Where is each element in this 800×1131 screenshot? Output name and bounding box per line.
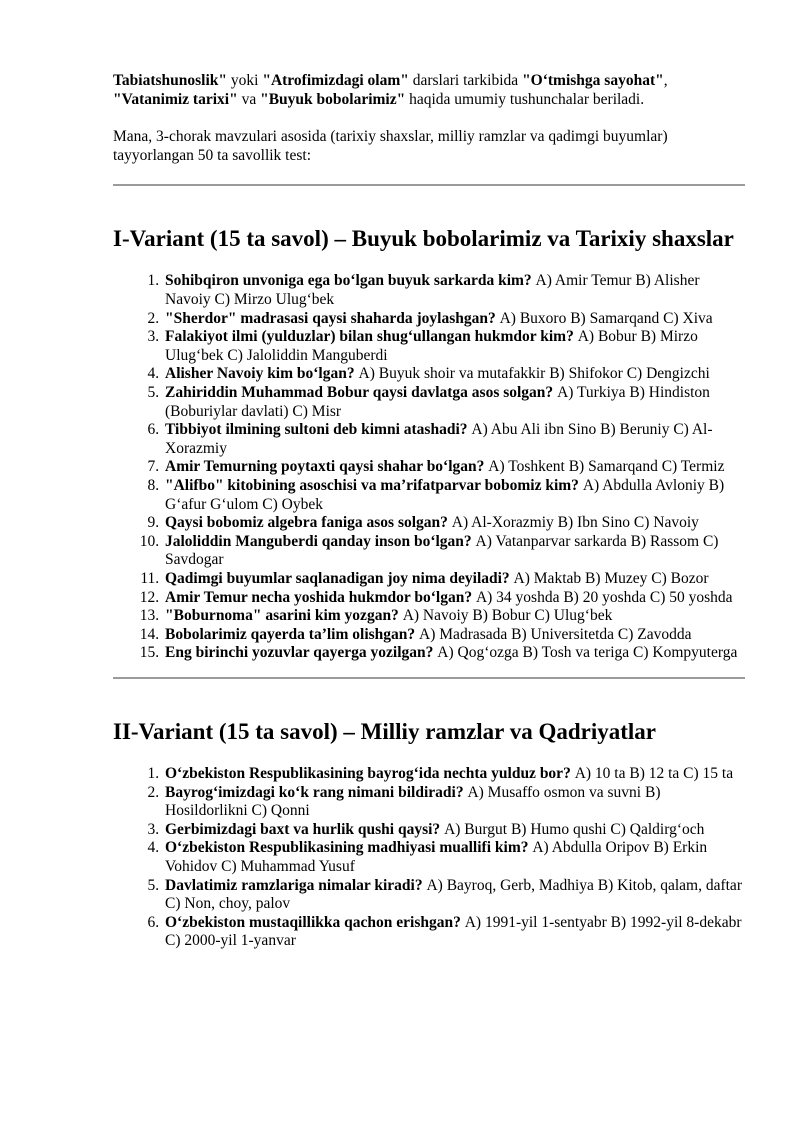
answer-options: A) Abu Ali ibn Sino B) Beruniy C) Al-Xorazmiy — [165, 421, 713, 457]
answer-options: A) 1991-yil 1-sentyabr B) 1992-yil 8-dekabr C) 2000-yil 1-yanvar — [165, 913, 742, 950]
answer-options: A) Navoiy B) Bobur C) Ulug‘bek — [402, 607, 613, 625]
intro-paragraph-2: Mana, 3-chorak mavzulari asosida (tarixiy shaxslar, milliy ramzlar va qadimgi buyumlar) tayyorlangan 50 ta savollik test: — [113, 128, 668, 164]
answer-options: A) Toshkent B) Samarqand C) Termiz — [488, 458, 725, 476]
answer-options: A) Abdulla Avloniy B) G‘afur G‘ulom C) Oybek — [165, 476, 725, 513]
answer-options: A) 34 yoshda B) 20 yoshda C) 50 yoshda — [475, 588, 733, 606]
answer-options: A) Madrasada B) Universitetda C) Zavodda — [419, 625, 692, 643]
intro-paragraph-1 — [113, 72, 745, 109]
intro-text-segment: , — [663, 72, 668, 89]
intro-bold-term: "O‘tmishga sayohat" — [522, 72, 664, 89]
question-item — [163, 784, 745, 821]
question-item — [163, 384, 745, 421]
question-text: Bayrog‘imizdagi ko‘k rang nimani bildiradi? — [165, 783, 468, 801]
answer-options: A) Buyuk shoir va mutafakkir B) Shifokor C) Dengizchi — [358, 365, 710, 383]
question-item — [163, 533, 745, 570]
intro-bold-term: "Vatanimiz tarixi" — [113, 90, 238, 108]
answer-options: A) Buxoro B) Samarqand C) Xiva — [499, 309, 713, 327]
answer-options: A) Amir Temur B) Alisher Navoiy C) Mirzo Ulug‘bek — [165, 272, 700, 309]
question-text: Zahiriddin Muhammad Bobur qaysi davlatga asos solgan? — [165, 383, 558, 401]
section-1 — [113, 225, 745, 663]
intro-text-segment: yoki — [227, 72, 263, 89]
question-item — [163, 421, 745, 458]
answer-options: A) Abdulla Oripov B) Erkin Vohidov C) Muhammad Yusuf — [165, 839, 708, 875]
intro-text-segment: va — [237, 90, 261, 108]
question-list — [113, 765, 745, 951]
question-text: Qaysi bobomiz algebra faniga asos solgan? — [165, 514, 452, 532]
question-text: Gerbimizdagi baxt va hurlik qushi qaysi? — [165, 820, 445, 838]
question-item — [163, 514, 745, 533]
question-text: Sohibqiron unvoniga ega bo‘lgan buyuk sarkarda kim? — [165, 272, 536, 290]
question-item — [163, 821, 745, 840]
section-2-heading: II-Variant (15 ta savol) – Milliy ramzlar va Qadriyatlar — [113, 718, 656, 744]
section-2 — [113, 718, 745, 951]
intro-text-segment: darslari tarkibida — [408, 72, 523, 89]
intro-bold-term: Tabiatshunoslik" — [113, 72, 228, 89]
answer-options: A) Burgut B) Humo qushi C) Qaldirg‘och — [444, 820, 705, 838]
question-item — [163, 765, 745, 784]
answer-options: A) Bobur B) Mirzo Ulug‘bek C) Jaloliddin Manguberdi — [165, 328, 698, 364]
answer-options: A) 10 ta B) 12 ta C) 15 ta — [574, 764, 734, 782]
question-item — [163, 310, 745, 329]
answer-options: A) Qog‘ozga B) Tosh va teriga C) Kompyuterga — [437, 644, 738, 662]
answer-options: A) Musaffo osmon va suvni B) Hosildorlikni C) Qonni — [165, 783, 661, 820]
question-text: "Boburnoma" asarini kim yozgan? — [165, 607, 403, 625]
question-text: "Alifbo" kitobining asoschisi va ma’rifatparvar bobomiz kim? — [165, 476, 583, 494]
question-text: "Sherdor" madrasasi qaysi shaharda joylashgan? — [165, 309, 500, 327]
intro-text-segment: haqida umumiy tushunchalar beriladi. — [405, 90, 645, 108]
question-item — [163, 365, 745, 384]
question-text: Falakiyot ilmi (yulduzlar) bilan shug‘ullangan hukmdor kim? — [165, 328, 578, 346]
answer-options: A) Bayroq, Gerb, Madhiya B) Kitob, qalam, daftar C) Non, choy, palov — [165, 876, 742, 913]
question-text: Jaloliddin Manguberdi qanday inson bo‘lgan? — [165, 532, 476, 550]
question-text: O‘zbekiston mustaqillikka qachon erishgan? — [165, 913, 465, 931]
question-text: Amir Temurning poytaxti qaysi shahar bo‘lgan? — [165, 458, 489, 476]
question-item — [163, 328, 745, 365]
question-item — [163, 272, 745, 309]
question-item — [163, 839, 745, 876]
question-text: O‘zbekiston Respublikasining bayrog‘ida nechta yulduz bor? — [165, 764, 575, 782]
question-text: Amir Temur necha yoshida hukmdor bo‘lgan? — [165, 588, 476, 606]
answer-options: A) Vatanparvar sarkarda B) Rassom C) Savdogar — [165, 532, 719, 569]
question-text: O‘zbekiston Respublikasining madhiyasi muallifi kim? — [165, 839, 533, 857]
answer-options: A) Al-Xorazmiy B) Ibn Sino C) Navoiy — [451, 514, 699, 532]
question-item — [163, 607, 745, 626]
question-text: Eng birinchi yozuvlar qayerga yozilgan? — [165, 644, 438, 662]
question-item — [163, 644, 745, 663]
section-1-heading: I-Variant (15 ta savol) – Buyuk bobolarimiz va Tarixiy shaxslar — [113, 226, 734, 252]
section-divider-2 — [113, 677, 745, 679]
question-text: Tibbiyot ilmining sultoni deb kimni atashadi? — [165, 421, 472, 439]
question-item — [163, 458, 745, 477]
question-item — [163, 877, 745, 914]
question-item — [163, 626, 745, 645]
question-text: Davlatimiz ramzlariga nimalar kiradi? — [165, 876, 427, 894]
question-text: Alisher Navoiy kim bo‘lgan? — [165, 365, 359, 383]
question-text: Bobolarimiz qayerda ta’lim olishgan? — [165, 625, 420, 643]
question-text: Qadimgi buyumlar saqlanadigan joy nima deyiladi? — [165, 569, 514, 587]
intro-bold-term: "Buyuk bobolarimiz" — [260, 90, 406, 108]
question-item — [163, 589, 745, 608]
answer-options: A) Maktab B) Muzey C) Bozor — [513, 569, 709, 587]
question-item — [163, 570, 745, 589]
question-list — [113, 272, 745, 662]
question-item — [163, 477, 745, 514]
question-item — [163, 914, 745, 951]
answer-options: A) Turkiya B) Hindiston (Boburiylar davlati) C) Misr — [165, 383, 710, 420]
section-divider-1 — [113, 184, 745, 186]
intro-bold-term: "Atrofimizdagi olam" — [262, 72, 409, 89]
